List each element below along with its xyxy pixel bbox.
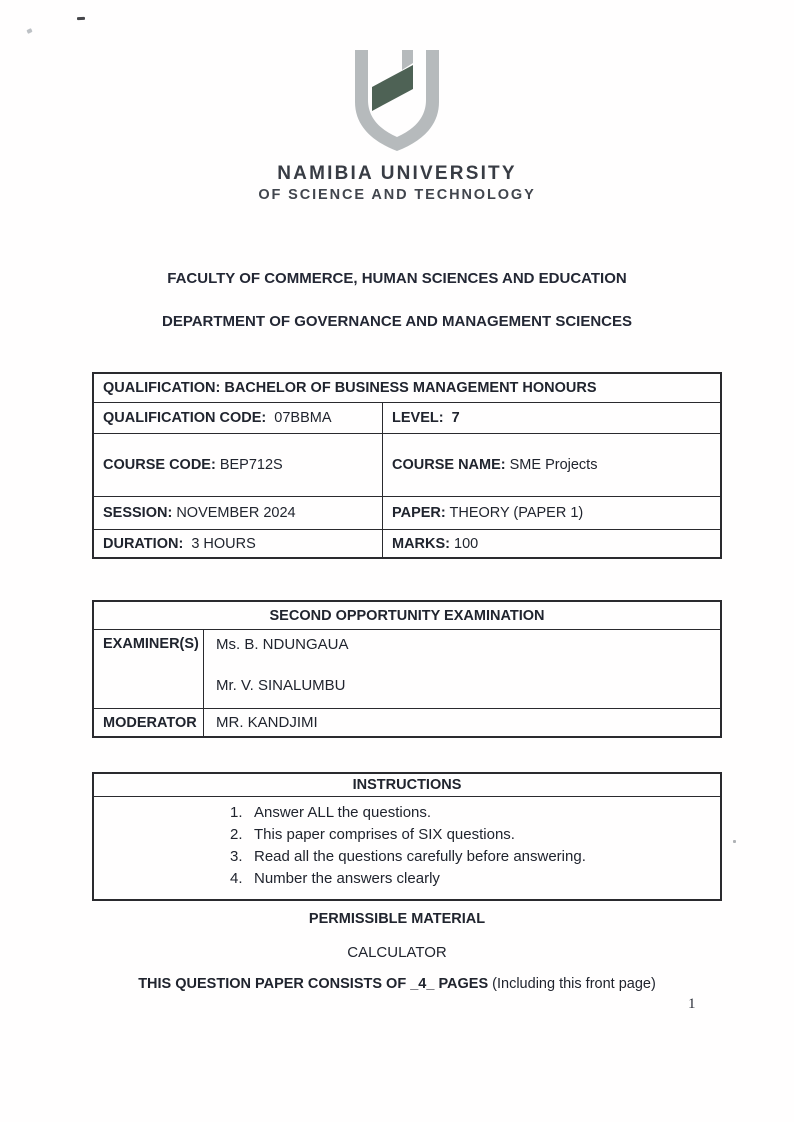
course-info-table (92, 372, 722, 559)
examiner-name: Mr. V. SINALUMBU (216, 677, 346, 694)
table-row (94, 433, 720, 496)
course-code-cell (94, 434, 383, 496)
instructions-list (94, 797, 720, 899)
instructions-table (92, 772, 722, 901)
exam-title: SECOND OPPORTUNITY EXAMINATION (269, 607, 545, 624)
permissible-material-value: CALCULATOR (347, 944, 447, 961)
marks-cell (383, 530, 720, 557)
table-row (94, 529, 720, 557)
page-count-statement-bold: THIS QUESTION PAPER CONSISTS OF _4_ PAGES (138, 976, 489, 992)
scan-artifact (77, 17, 85, 20)
level-cell (383, 403, 720, 433)
session-value: NOVEMBER 2024 (172, 505, 296, 521)
session-label: SESSION: (103, 505, 173, 521)
moderator-name: MR. KANDJIMI (216, 714, 318, 731)
permissible-material-heading: PERMISSIBLE MATERIAL (308, 911, 486, 927)
paper-label: PAPER: (392, 505, 446, 521)
qualification-code-cell (94, 403, 383, 433)
qualification-value: BACHELOR OF BUSINESS MANAGEMENT HONOURS (220, 380, 597, 396)
instruction-item: This paper comprises of SIX questions. (254, 826, 515, 843)
course-code-label: COURSE CODE: (103, 457, 216, 473)
level-label: LEVEL: (392, 410, 444, 426)
session-cell (94, 497, 383, 529)
qualification-code-label: QUALIFICATION CODE: (103, 410, 267, 426)
scan-artifact (26, 28, 32, 34)
qualification-code-value: 07BBMA (266, 410, 332, 426)
university-logo-block (0, 48, 794, 204)
duration-cell (94, 530, 383, 557)
department-heading: DEPARTMENT OF GOVERNANCE AND MANAGEMENT SCIENCES (161, 313, 633, 330)
university-tagline: OF SCIENCE AND TECHNOLOGY (258, 187, 536, 203)
course-name-cell (383, 434, 720, 496)
examiners-table (92, 600, 722, 738)
table-row (94, 374, 720, 402)
instructions-title: INSTRUCTIONS (94, 774, 720, 797)
course-name-value: SME Projects (505, 457, 598, 473)
table-row (94, 402, 720, 433)
table-row (94, 629, 720, 708)
examiners-names-cell (204, 630, 720, 708)
qualification-cell (94, 374, 720, 402)
page-count-statement (0, 976, 794, 993)
page-number: 1 (688, 996, 696, 1012)
duration-value: 3 HOURS (183, 535, 256, 552)
instruction-item: Number the answers clearly (254, 870, 440, 887)
paper-cell (383, 497, 720, 529)
table-row (94, 496, 720, 529)
page-count-statement-note: (Including this front page) (488, 976, 656, 992)
moderator-label: MODERATOR (103, 714, 197, 731)
university-name: NAMIBIA UNIVERSITY (277, 163, 517, 184)
examiner-name: Ms. B. NDUNGAUA (216, 636, 349, 653)
instruction-item: Answer ALL the questions. (254, 804, 432, 821)
duration-label: DURATION: (103, 535, 184, 552)
examiners-label: EXAMINER(S) (103, 636, 199, 652)
level-value: 7 (443, 410, 460, 426)
marks-value: 100 (450, 535, 479, 552)
course-code-value: BEP712S (215, 457, 283, 473)
table-row (94, 708, 720, 736)
marks-label: MARKS: (392, 535, 450, 552)
qualification-label: QUALIFICATION: (103, 380, 221, 396)
university-shield-logo-icon (349, 48, 445, 154)
instruction-item: Read all the questions carefully before answering. (254, 848, 586, 865)
course-name-label: COURSE NAME: (392, 457, 506, 473)
faculty-heading: FACULTY OF COMMERCE, HUMAN SCIENCES AND EDUCATION (167, 270, 627, 287)
paper-value: THEORY (PAPER 1) (445, 505, 584, 521)
moderator-label-cell (94, 709, 204, 736)
scan-artifact (733, 840, 736, 843)
examiners-label-cell (94, 630, 204, 708)
